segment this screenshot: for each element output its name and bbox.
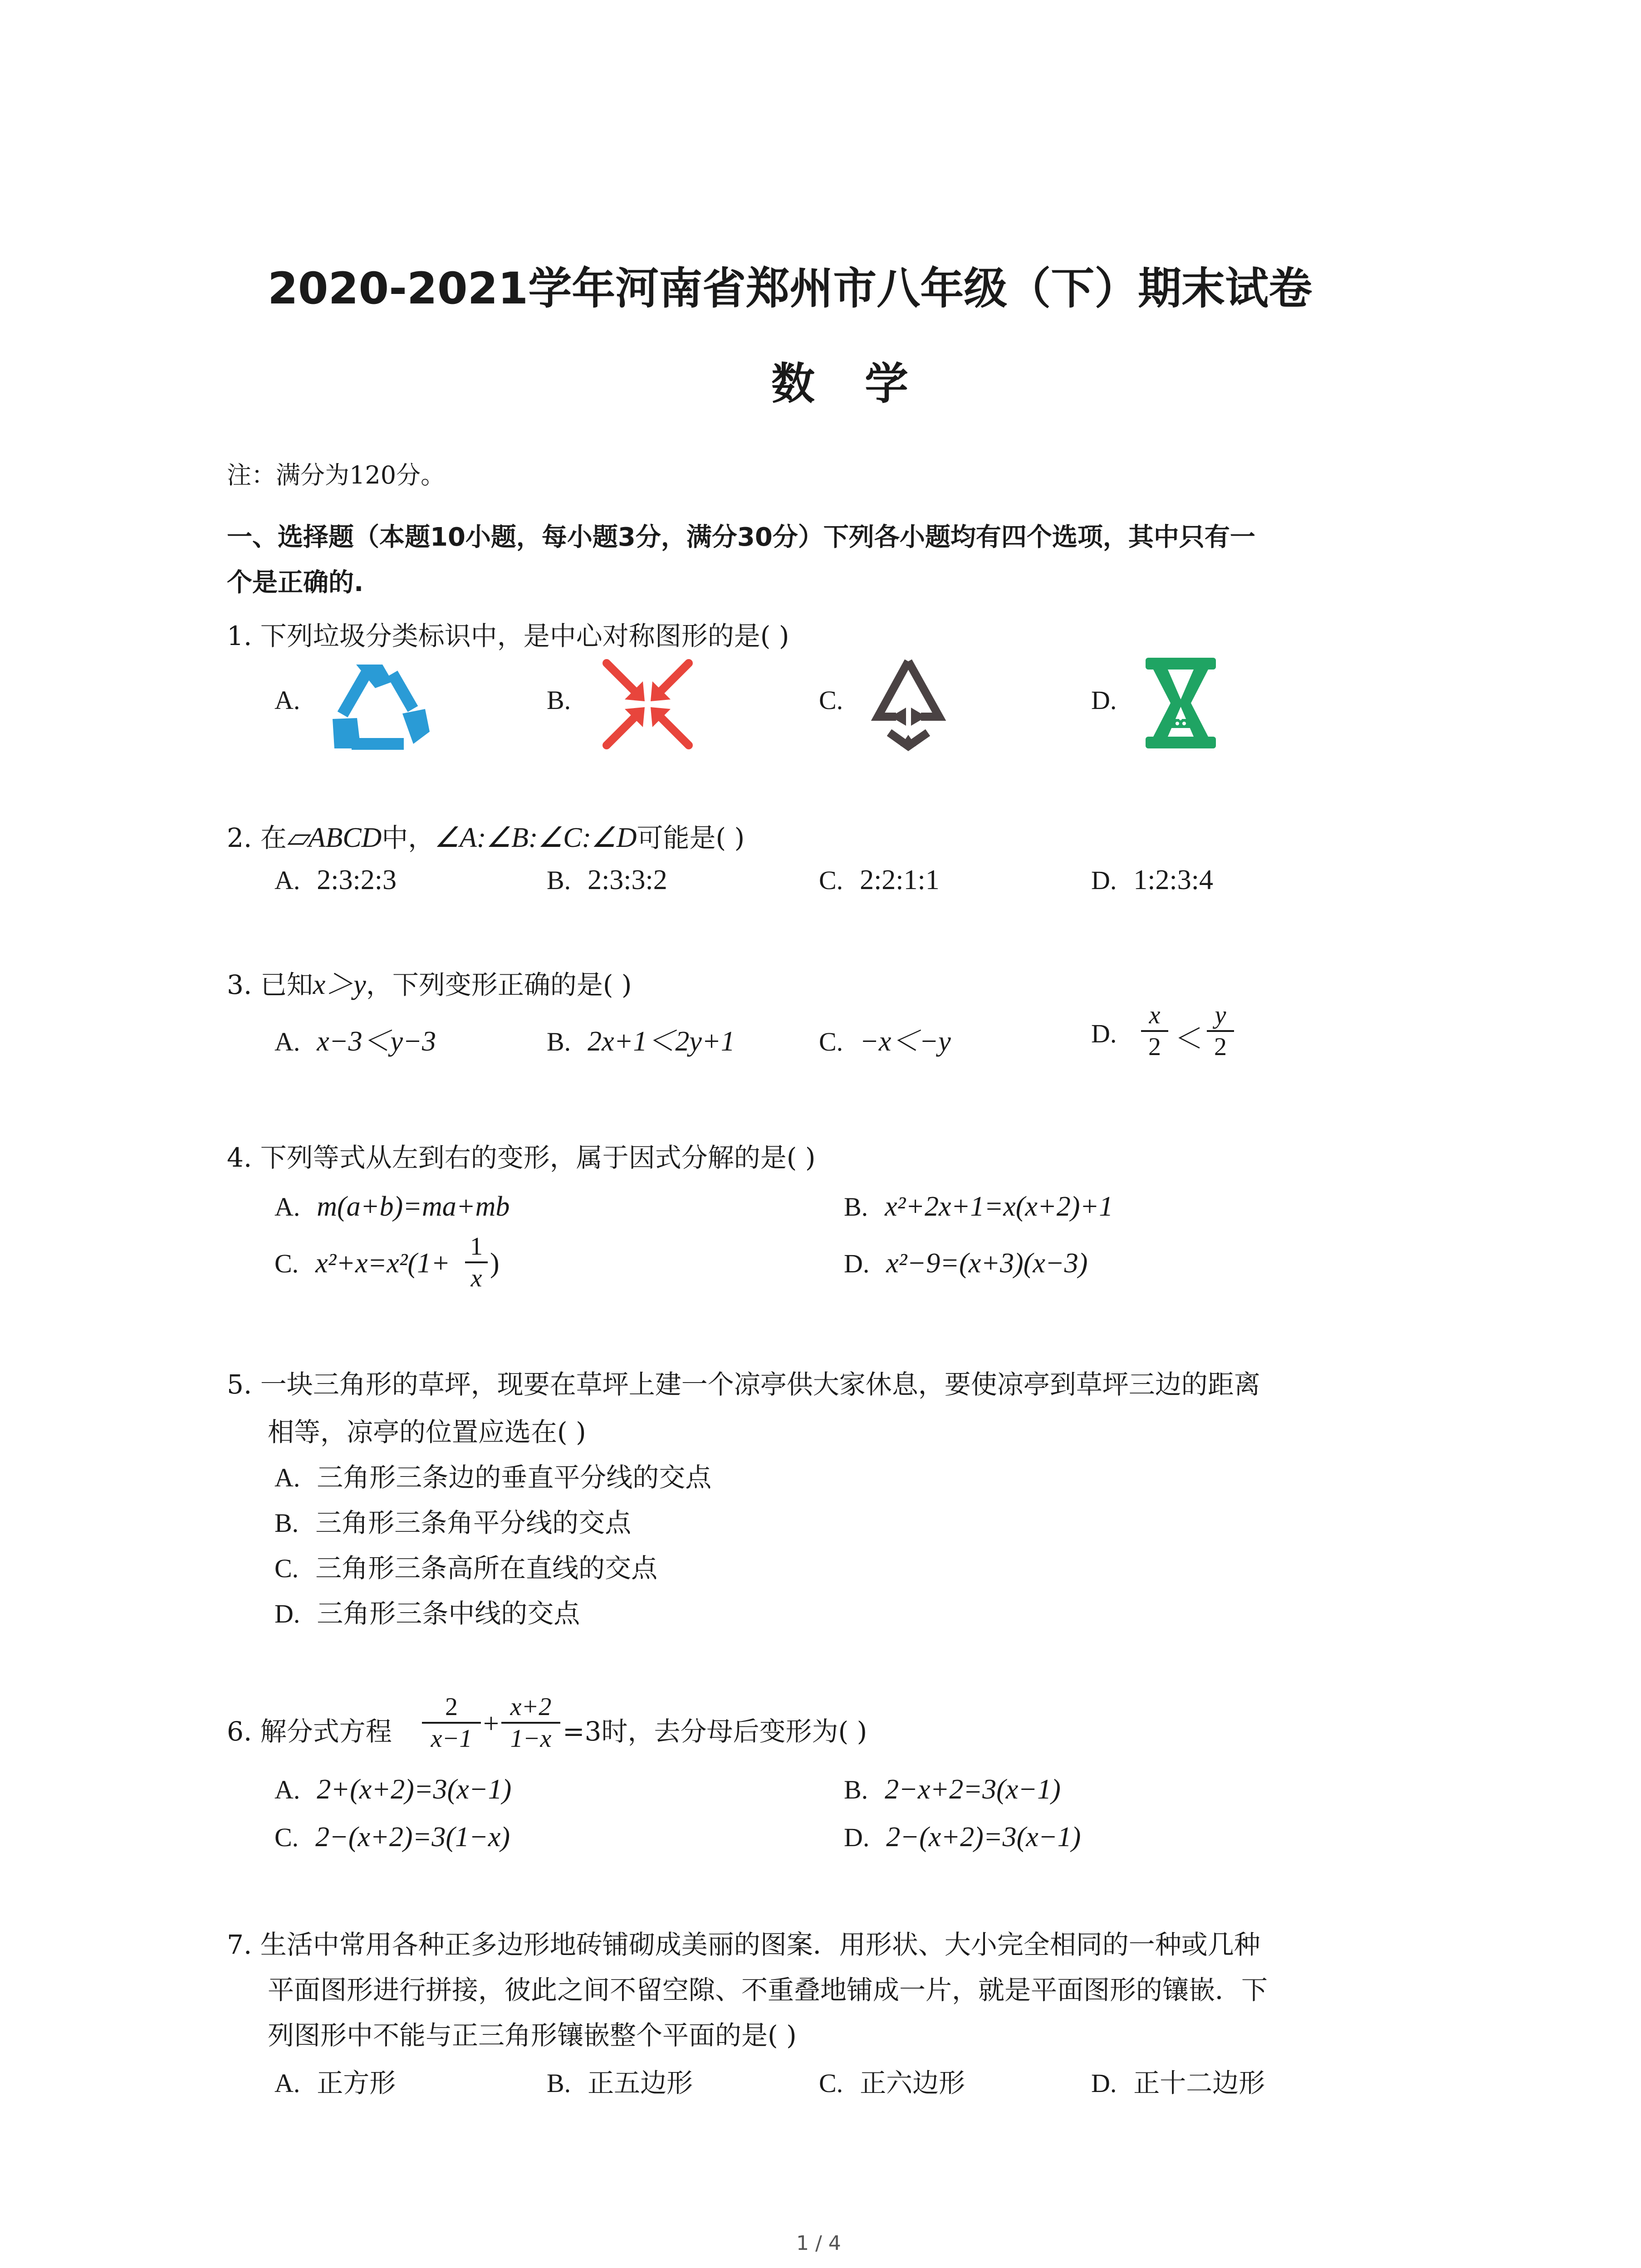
q3-d-num2: y bbox=[1215, 1001, 1226, 1029]
q3-d-den1: 2 bbox=[1148, 1033, 1161, 1061]
q7-option-b bbox=[547, 2062, 693, 2100]
q3-d-operator: ＜ bbox=[1175, 1024, 1204, 1055]
q2-b-label: B. bbox=[547, 865, 571, 895]
q7-d-text: 正十二边形 bbox=[1133, 2068, 1265, 2098]
q6-fraction-1 bbox=[422, 1692, 481, 1754]
q3-b-text: 2x+1＜2y+1 bbox=[588, 1026, 735, 1057]
question-2-stem bbox=[227, 816, 745, 855]
question-7-line3: 列图形中不能与正三角形镶嵌整个平面的是( ) bbox=[268, 2020, 797, 2051]
q1-option-b-label: B. bbox=[547, 685, 571, 715]
q6-b-label: B. bbox=[844, 1775, 868, 1804]
hourglass-green-icon bbox=[1143, 655, 1218, 751]
q5-b-text: 三角形三条角平分线的交点 bbox=[315, 1507, 632, 1538]
question-7-line2: 平面图形进行拼接，彼此之间不留空隙、不重叠地铺成一片，就是平面图形的镶嵌．下 bbox=[268, 1975, 1268, 2005]
q2-option-d bbox=[1091, 864, 1213, 896]
q5-a-text: 三角形三条边的垂直平分线的交点 bbox=[317, 1462, 712, 1493]
q2-a-text: 2:3:2:3 bbox=[317, 865, 397, 895]
q7-option-a bbox=[274, 2062, 396, 2100]
q5-option-a bbox=[274, 1456, 711, 1494]
q6-frac1-num: 2 bbox=[445, 1693, 458, 1721]
q5-d-text: 三角形三条中线的交点 bbox=[317, 1598, 580, 1629]
question-1-stem: 1. 下列垃圾分类标识中，是中心对称图形的是( ) bbox=[227, 621, 789, 651]
q4-c-pre: x²+x=x²(1+ bbox=[315, 1248, 450, 1279]
q3-c-label: C. bbox=[819, 1027, 843, 1056]
q6-option-d bbox=[844, 1821, 1081, 1853]
q3-option-a bbox=[274, 1018, 436, 1059]
q3-d-num1: x bbox=[1149, 1001, 1161, 1029]
q4-c-post: ) bbox=[490, 1248, 500, 1279]
q6-frac2-den: 1−x bbox=[510, 1725, 552, 1753]
q7-a-text: 正方形 bbox=[317, 2068, 396, 2098]
q4-b-text: x²+2x+1=x(x+2)+1 bbox=[885, 1191, 1113, 1222]
question-4-stem: 4. 下列等式从左到右的变形，属于因式分解的是( ) bbox=[227, 1142, 816, 1173]
q6-frac1-den: x−1 bbox=[431, 1725, 472, 1753]
q3-condition: x＞y bbox=[313, 969, 366, 1000]
section-heading-line1: 一、选择题（本题10小题，每小题3分，满分30分）下列各小题均有四个选项，其中只有一 bbox=[227, 523, 1255, 552]
q7-c-label: C. bbox=[819, 2068, 843, 2098]
q6-d-label: D. bbox=[844, 1823, 870, 1852]
q2-b-text: 2:3:3:2 bbox=[588, 865, 667, 895]
inward-arrows-red-icon bbox=[601, 658, 694, 751]
q2-parallelogram: ▱ABCD bbox=[286, 822, 382, 853]
q7-option-d bbox=[1091, 2062, 1265, 2100]
q4-option-b bbox=[844, 1191, 1113, 1223]
q2-angle-ratio: ∠A:∠B:∠C:∠D bbox=[434, 822, 637, 853]
q3-option-d-label: D. bbox=[1091, 1019, 1117, 1048]
q3-b-label: B. bbox=[547, 1027, 571, 1056]
q2-a-label: A. bbox=[274, 865, 300, 895]
q6-a-label: A. bbox=[274, 1775, 300, 1804]
question-6-stem-post: =3时，去分母后变形为( ) bbox=[563, 1716, 867, 1747]
q1-option-c-label: C. bbox=[819, 685, 843, 715]
q3-d-fraction-right bbox=[1207, 1000, 1234, 1062]
question-5-stem-line1: 5. 一块三角形的草坪，现要在草坪上建一个凉亭供大家休息，要使凉亭到草坪三边的距离 bbox=[227, 1369, 1260, 1400]
q2-c-text: 2:2:1:1 bbox=[860, 865, 940, 895]
q4-b-label: B. bbox=[844, 1192, 868, 1222]
q3-stem-post: ，下列变形正确的是( ) bbox=[366, 969, 632, 1000]
section-heading-line2: 个是正确的. bbox=[227, 568, 364, 597]
q4-option-c bbox=[274, 1247, 450, 1280]
q5-option-d bbox=[274, 1592, 580, 1630]
q7-b-text: 正五边形 bbox=[588, 2068, 693, 2098]
q2-c-label: C. bbox=[819, 865, 843, 895]
q3-c-text: −x＜−y bbox=[860, 1026, 951, 1057]
q3-a-label: A. bbox=[274, 1027, 300, 1056]
q1-option-a-label: A. bbox=[274, 685, 300, 715]
q3-d-den2: 2 bbox=[1214, 1033, 1227, 1061]
q5-c-label: C. bbox=[274, 1554, 299, 1583]
q2-d-text: 1:2:3:4 bbox=[1133, 865, 1213, 895]
q2-stem-post: 可能是( ) bbox=[637, 822, 745, 853]
question-6-stem-pre: 6. 解分式方程 bbox=[227, 1716, 392, 1747]
q3-stem-pre: 3. 已知 bbox=[227, 969, 313, 1000]
q3-option-b bbox=[547, 1018, 735, 1059]
q6-option-a bbox=[274, 1774, 511, 1806]
q7-c-text: 正六边形 bbox=[860, 2068, 965, 2098]
q6-option-c bbox=[274, 1821, 510, 1853]
question-3-stem bbox=[227, 962, 632, 1002]
recycle-triangle-blue-icon bbox=[324, 655, 433, 758]
q4-option-d bbox=[844, 1247, 1087, 1280]
q5-c-text: 三角形三条高所在直线的交点 bbox=[315, 1553, 658, 1584]
q5-d-label: D. bbox=[274, 1599, 300, 1628]
q6-plus: + bbox=[483, 1708, 499, 1739]
q6-c-label: C. bbox=[274, 1823, 299, 1852]
question-7-line1: 7. 生活中常用各种正多边形地砖铺砌成美丽的图案．用形状、大小完全相同的一种或几种 bbox=[227, 1929, 1260, 1960]
q2-option-a bbox=[274, 864, 397, 896]
q2-d-label: D. bbox=[1091, 865, 1117, 895]
q6-b-text: 2−x+2=3(x−1) bbox=[885, 1774, 1061, 1805]
q3-option-c bbox=[819, 1018, 951, 1059]
q5-option-b bbox=[274, 1501, 631, 1540]
q5-a-label: A. bbox=[274, 1463, 300, 1492]
q4-option-a bbox=[274, 1191, 509, 1223]
recycle-triangle-dark-icon bbox=[864, 653, 953, 753]
q4-c-num: 1 bbox=[470, 1232, 483, 1261]
q6-c-text: 2−(x+2)=3(1−x) bbox=[315, 1822, 510, 1853]
q6-a-text: 2+(x+2)=3(x−1) bbox=[317, 1774, 512, 1805]
q3-d-fraction-left bbox=[1141, 1000, 1168, 1062]
q2-option-b bbox=[547, 864, 667, 896]
question-5-stem-line2: 相等，凉亭的位置应选在( ) bbox=[268, 1417, 586, 1447]
q6-option-b bbox=[844, 1774, 1061, 1806]
page-number: 1 / 4 bbox=[796, 2232, 841, 2255]
q2-stem-pre: 2. 在 bbox=[227, 822, 287, 853]
q7-d-label: D. bbox=[1091, 2068, 1117, 2098]
q4-c-den: x bbox=[470, 1264, 482, 1292]
q1-option-d-label: D. bbox=[1091, 685, 1117, 715]
q4-a-label: A. bbox=[274, 1192, 300, 1222]
q5-b-label: B. bbox=[274, 1508, 299, 1538]
q3-a-text: x−3＜y−3 bbox=[317, 1026, 436, 1057]
score-note: 注：满分为120分。 bbox=[227, 461, 446, 489]
q7-option-c bbox=[819, 2062, 965, 2100]
q4-d-text: x²−9=(x+3)(x−3) bbox=[886, 1248, 1088, 1279]
q4-c-fraction bbox=[465, 1232, 488, 1293]
q7-a-label: A. bbox=[274, 2068, 300, 2098]
q2-stem-mid: 中， bbox=[382, 822, 435, 853]
q6-fraction-2 bbox=[501, 1692, 560, 1754]
q4-a-text: m(a+b)=ma+mb bbox=[317, 1191, 510, 1222]
q2-option-c bbox=[819, 864, 940, 896]
q7-b-label: B. bbox=[547, 2068, 571, 2098]
q6-frac2-num: x+2 bbox=[510, 1693, 552, 1721]
q6-d-text: 2−(x+2)=3(x−1) bbox=[886, 1822, 1081, 1853]
q5-option-c bbox=[274, 1547, 657, 1585]
q4-d-label: D. bbox=[844, 1249, 870, 1278]
exam-title: 2020-2021学年河南省郑州市八年级（下）期末试卷 bbox=[268, 263, 1313, 314]
subject-title: 数学 bbox=[771, 358, 958, 409]
q4-c-label: C. bbox=[274, 1249, 299, 1278]
